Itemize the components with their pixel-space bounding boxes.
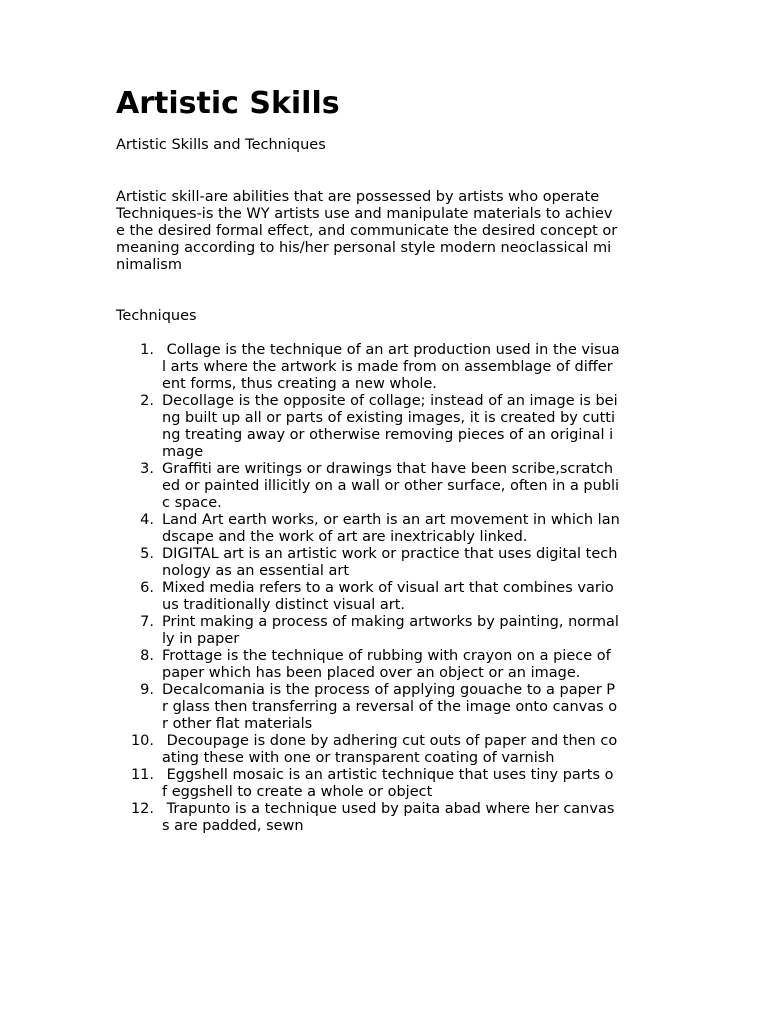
technique-item [116,733,656,767]
page-title: Artistic Skills [116,86,340,121]
technique-line: DIGITAL art is an artistic work or practice that uses digital tech [162,546,618,562]
technique-number: 12. [130,801,154,817]
technique-line: nology as an essential art [162,563,349,579]
technique-line: paper which has been placed over an object or an image. [162,665,581,681]
technique-number: 7. [140,614,154,630]
technique-number: 4. [140,512,154,528]
technique-number: 6. [140,580,154,596]
technique-line: ng treating away or otherwise removing pieces of an original i [162,427,614,443]
intro-line: e the desired formal effect, and communicate the desired concept or [116,223,618,239]
techniques-heading: Techniques [116,308,197,324]
technique-item [116,512,656,546]
technique-number: 1. [140,342,154,358]
technique-line: Graffiti are writings or drawings that have been scribe,scratch [162,461,614,477]
technique-line: r glass then transferring a reversal of the image onto canvas o [162,699,618,715]
page-subtitle: Artistic Skills and Techniques [116,137,326,153]
technique-line: us traditionally distinct visual art. [162,597,406,613]
technique-text [162,648,656,682]
technique-line: dscape and the work of art are inextricably linked. [162,529,528,545]
technique-line: Eggshell mosaic is an artistic technique that uses tiny parts o [162,767,614,783]
technique-item [116,614,656,648]
technique-item [116,801,656,835]
technique-text [162,546,656,580]
intro-line: Techniques-is the WY artists use and manipulate materials to achiev [116,206,613,222]
technique-text [162,512,656,546]
intro-line: Artistic skill-are abilities that are possessed by artists who operate [116,189,600,205]
technique-number: 2. [140,393,154,409]
technique-item [116,767,656,801]
techniques-list [116,342,656,835]
technique-item [116,580,656,614]
technique-line: ating these with one or transparent coating of varnish [162,750,555,766]
technique-line: l arts where the artwork is made from on assemblage of differ [162,359,613,375]
technique-line: ent forms, thus creating a new whole. [162,376,437,392]
technique-line: Decalcomania is the process of applying gouache to a paper P [162,682,616,698]
technique-item [116,342,656,393]
technique-line: Frottage is the technique of rubbing with crayon on a piece of [162,648,611,664]
technique-text [162,580,656,614]
technique-line: Decoupage is done by adhering cut outs of paper and then co [162,733,618,749]
technique-text [162,342,656,393]
technique-text [162,614,656,648]
intro-line: nimalism [116,257,182,273]
technique-line: f eggshell to create a whole or object [162,784,433,800]
technique-item [116,461,656,512]
technique-number: 5. [140,546,154,562]
technique-item [116,682,656,733]
technique-line: Trapunto is a technique used by paita abad where her canvas [162,801,615,817]
technique-item [116,546,656,580]
technique-number: 11. [130,767,154,783]
technique-line: Print making a process of making artworks by painting, normal [162,614,619,630]
technique-line: Collage is the technique of an art production used in the visua [162,342,620,358]
technique-text [162,461,656,512]
technique-number: 8. [140,648,154,664]
technique-line: Decollage is the opposite of collage; instead of an image is bei [162,393,618,409]
technique-item [116,648,656,682]
technique-text [162,801,656,835]
technique-line: s are padded, sewn [162,818,304,834]
technique-line: c space. [162,495,222,511]
technique-line: r other flat materials [162,716,313,732]
technique-number: 3. [140,461,154,477]
technique-line: Land Art earth works, or earth is an art movement in which lan [162,512,620,528]
technique-text [162,733,656,767]
technique-item [116,393,656,461]
technique-line: mage [162,444,204,460]
technique-text [162,767,656,801]
technique-line: ng built up all or parts of existing images, it is created by cutti [162,410,616,426]
intro-line: meaning according to his/her personal style modern neoclassical mi [116,240,612,256]
technique-text [162,393,656,461]
technique-number: 10. [130,733,154,749]
technique-line: ly in paper [162,631,240,647]
technique-line: ed or painted illicitly on a wall or other surface, often in a publi [162,478,620,494]
intro-paragraph [116,189,656,274]
technique-text [162,682,656,733]
technique-line: Mixed media refers to a work of visual art that combines vario [162,580,614,596]
technique-number: 9. [140,682,154,698]
